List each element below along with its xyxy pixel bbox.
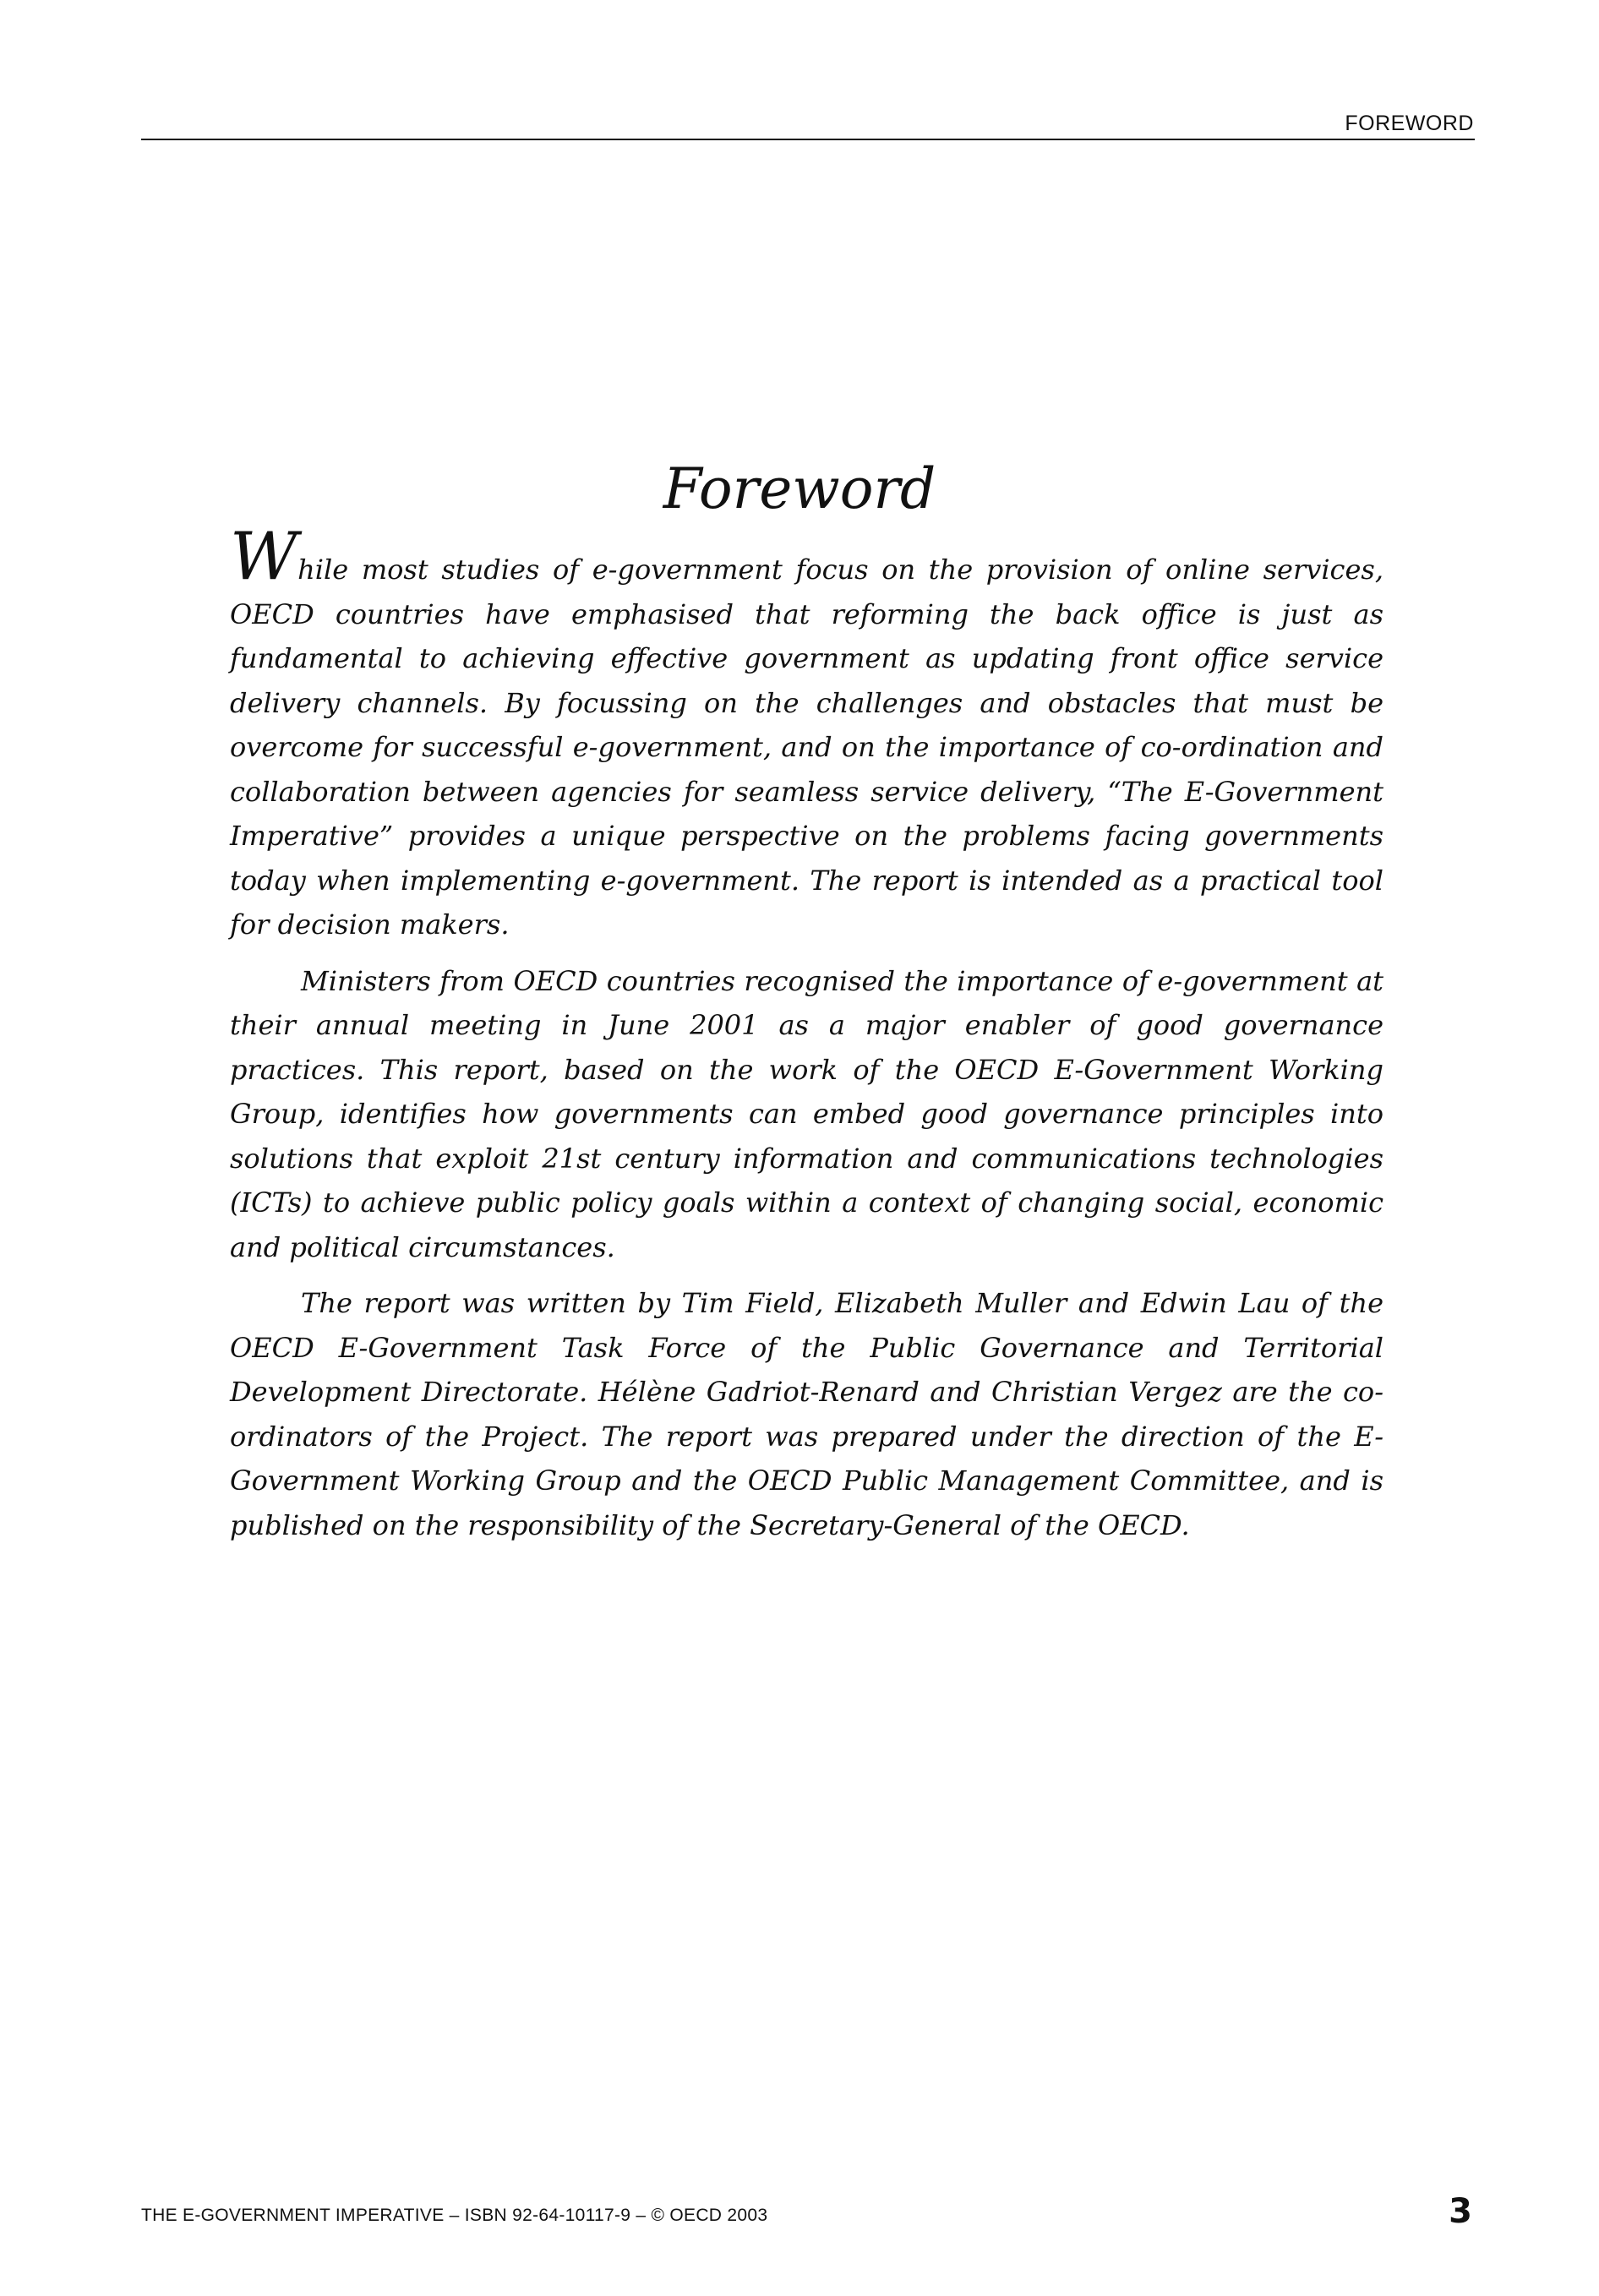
- running-header: FOREWORD: [1345, 112, 1474, 135]
- paragraph-2: Ministers from OECD countries recognised the importance of e-government at their annual meeting in June 2001 as a major enabler of good governance practices. This report, based on the work of the OECD E-Government Working Group, identifies how governments can embed good governance principles into solutions that exploit 21st century information and communications technologies (ICTs) to achieve public policy goals within a context of changing social, economic and political circumstances.: [230, 964, 1383, 1263]
- foreword-body: [230, 519, 1383, 1559]
- drop-cap: W: [230, 519, 298, 595]
- page-number: 3: [1449, 2192, 1472, 2231]
- footer-publication-line: THE E-GOVERNMENT IMPERATIVE – ISBN 92-64-10117-9 – © OECD 2003: [141, 2206, 768, 2225]
- paragraph-1: [230, 519, 1383, 947]
- header-rule: [141, 139, 1475, 140]
- page-title: Foreword: [663, 456, 936, 521]
- paragraph-1-text: hile most studies of e-government focus on the provision of online services, OECD countries have emphasised that reforming the back office is just as fundamental to achieving effective government as updating front office service delivery channels. By focussing on the challenges and obstacles that must be overcome for successful e-government, and on the importance of co-ordination and collaboration between agencies for seamless service delivery, “The E-Government Imperative” provides a unique perspective on the problems facing governments today when implementing e-government. The report is intended as a practical tool for decision makers.: [230, 554, 1383, 941]
- paragraph-3: The report was written by Tim Field, Elizabeth Muller and Edwin Lau of the OECD E-Government Task Force of the Public Governance and Territorial Development Directorate. Hélène Gadriot-Renard and Christian Vergez are the co-ordinators of the Project. The report was prepared under the direction of the E-Government Working Group and the OECD Public Management Committee, and is published on the responsibility of the Secretary-General of the OECD.: [230, 1287, 1383, 1541]
